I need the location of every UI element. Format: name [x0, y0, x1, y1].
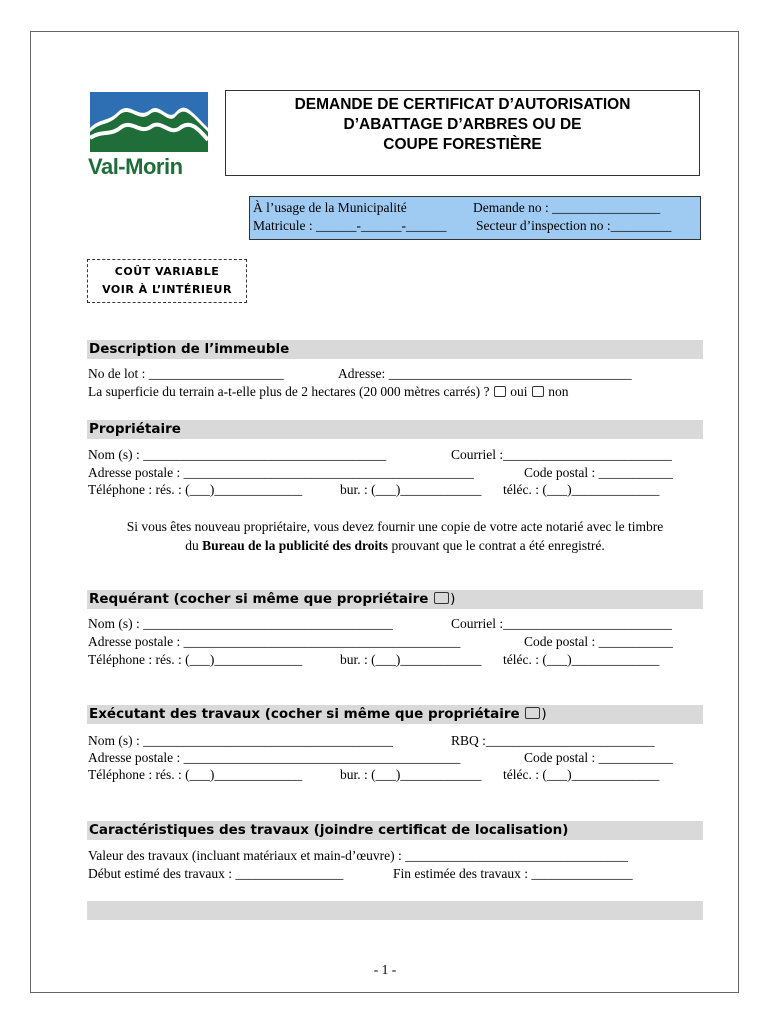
requerant-bur-field[interactable]: bur. : (___)____________ [340, 652, 482, 667]
non-label: non [548, 384, 569, 399]
executant-telephone-field[interactable]: Téléphone : rés. : (___)_____________ [88, 767, 303, 782]
lot-field[interactable]: No de lot : ____________________ [88, 366, 284, 381]
cost-notice [87, 259, 247, 303]
page-number: - 1 - [373, 962, 397, 977]
non-checkbox[interactable] [532, 386, 544, 397]
note-suffix: prouvant que le contrat a été enregistré. [391, 538, 605, 553]
proprietaire-courriel-field[interactable]: Courriel :_________________________ [451, 447, 672, 462]
new-owner-note-line-2 [87, 536, 703, 555]
proprietaire-telephone-field[interactable]: Téléphone : rés. : (___)_____________ [88, 482, 303, 497]
section-description-header: Description de l’immeuble [87, 340, 703, 359]
section-proprietaire-header: Propriétaire [87, 420, 703, 439]
requerant-telephone-field[interactable]: Téléphone : rés. : (___)_____________ [88, 652, 303, 667]
cost-line-2: VOIR À L’INTÉRIEUR [102, 283, 232, 296]
executant-title: Exécutant des travaux (cocher si même que propriétaire [89, 706, 520, 722]
proprietaire-nom-field[interactable]: Nom (s) : ____________________________________ [88, 447, 387, 462]
requerant-courriel-field[interactable]: Courriel :_________________________ [451, 616, 672, 631]
oui-label: oui [510, 384, 528, 399]
requerant-adresse-field[interactable]: Adresse postale : _________________________________________ [88, 634, 461, 649]
usage-label: À l’usage de la Municipalité [253, 200, 407, 215]
note-bold: Bureau de la publicité des droits [202, 538, 389, 553]
executant-same-checkbox[interactable] [525, 707, 540, 719]
executant-nom-field[interactable]: Nom (s) : _____________________________________ [88, 733, 393, 748]
cost-line-1: COÛT VARIABLE [114, 265, 220, 278]
section-executant-header: Exécutant des travaux (cocher si même que propriétaire ) [87, 705, 703, 724]
adresse-field[interactable]: Adresse: ____________________________________ [338, 366, 632, 381]
municipal-use-box [249, 196, 701, 240]
matricule-field[interactable]: Matricule : ______-______-______ [253, 218, 447, 233]
executant-bur-field[interactable]: bur. : (___)____________ [340, 767, 482, 782]
note-prefix: du [185, 538, 199, 553]
superficie-question [88, 384, 568, 400]
proprietaire-code-postal-field[interactable]: Code postal : ___________ [524, 465, 673, 480]
oui-checkbox[interactable] [494, 386, 506, 397]
proprietaire-adresse-field[interactable]: Adresse postale : ___________________________________________ [88, 465, 474, 480]
superficie-text: La superficie du terrain a-t-elle plus de 2 hectares (20 000 mètres carrés) ? [88, 384, 490, 399]
form-title [225, 90, 700, 176]
executant-adresse-field[interactable]: Adresse postale : _________________________________________ [88, 750, 461, 765]
title-line-3: COUPE FORESTIÈRE [383, 136, 542, 153]
secteur-field[interactable]: Secteur d’inspection no :_________ [476, 218, 672, 233]
proprietaire-bur-field[interactable]: bur. : (___)____________ [340, 482, 482, 497]
proprietaire-telec-field[interactable]: téléc. : (___)_____________ [503, 482, 660, 497]
logo-text: Val-Morin [88, 154, 183, 179]
section-empty-header [87, 901, 703, 920]
requerant-nom-field[interactable]: Nom (s) : _____________________________________ [88, 616, 393, 631]
debut-travaux-field[interactable]: Début estimé des travaux : ________________ [88, 866, 344, 881]
requerant-code-postal-field[interactable]: Code postal : ___________ [524, 634, 673, 649]
valeur-travaux-field[interactable]: Valeur des travaux (incluant matériaux et main-d’œuvre) : _________________________________ [88, 848, 628, 863]
requerant-same-checkbox[interactable] [434, 592, 449, 604]
executant-code-postal-field[interactable]: Code postal : ___________ [524, 750, 673, 765]
section-requerant-header: Requérant (cocher si même que propriétaire ) [87, 590, 703, 609]
title-line-1: DEMANDE DE CERTIFICAT D’AUTORISATION [294, 96, 631, 113]
executant-telec-field[interactable]: téléc. : (___)_____________ [503, 767, 660, 782]
section-caracteristiques-header: Caractéristiques des travaux (joindre certificat de localisation) [87, 821, 703, 840]
requerant-title: Requérant (cocher si même que propriétaire [89, 591, 429, 607]
executant-rbq-field[interactable]: RBQ :_________________________ [451, 733, 655, 748]
title-line-2: D’ABATTAGE D’ARBRES OU DE [343, 116, 582, 133]
new-owner-note-line-1: Si vous êtes nouveau propriétaire, vous devez fournir une copie de votre acte notarié avec le timbre [126, 519, 664, 534]
demande-field[interactable]: Demande no : ________________ [473, 200, 661, 215]
requerant-telec-field[interactable]: téléc. : (___)_____________ [503, 652, 660, 667]
fin-travaux-field[interactable]: Fin estimée des travaux : _______________ [393, 866, 633, 881]
